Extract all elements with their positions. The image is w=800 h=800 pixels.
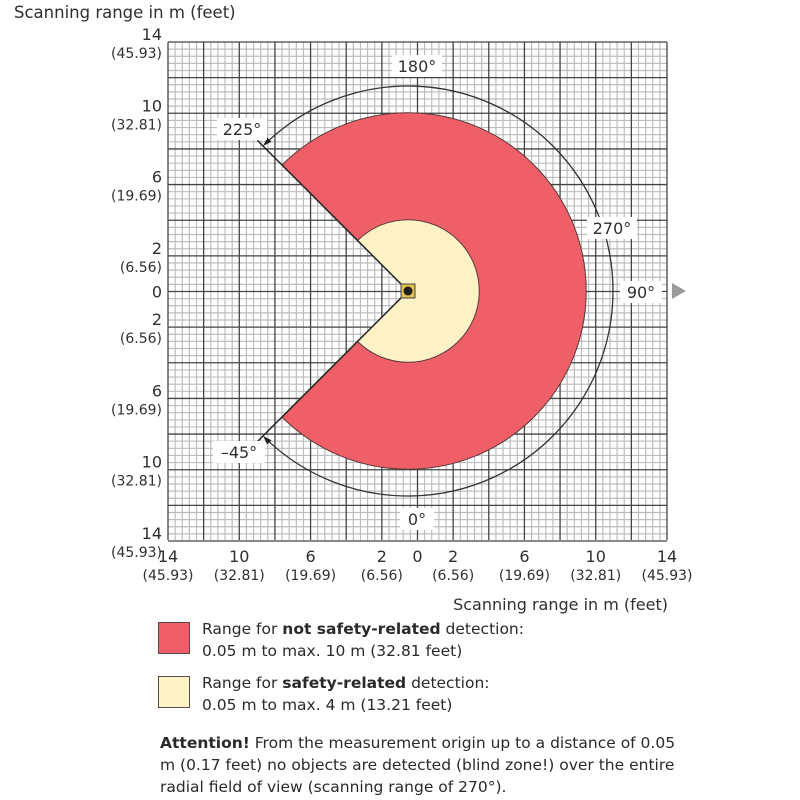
x-tick-label-feet: (6.56) [432,568,475,584]
x-tick-label: 6 [519,547,530,566]
x-tick-label: 14 [656,547,678,566]
y-tick-label-feet: (32.81) [110,473,162,490]
svg-text:90°: 90° [626,283,656,302]
svg-text:270°: 270° [592,219,632,238]
legend-item-safety-related [158,672,490,716]
y-tick-label-feet: (6.56) [119,259,162,276]
y-tick-label-feet: (45.93) [110,545,162,561]
y-tick-label: 0 [151,282,162,302]
x-tick-label-feet: (45.93) [641,568,693,584]
scanner-origin-dot [404,287,413,296]
svg-text:180°: 180° [397,57,437,76]
y-tick-label-feet: (45.93) [110,46,162,62]
x-tick-label-feet: (6.56) [360,568,403,584]
angle-label-0 [400,508,434,530]
x-tick-label-feet: (19.69) [285,568,337,584]
x-tick-label-feet: (32.81) [570,568,622,584]
x-tick-label: 10 [585,547,606,566]
svg-text:225°: 225° [222,120,262,139]
angle-label-270 [587,217,637,239]
y-tick-label: 14 [141,524,162,543]
note-bold: Attention! [160,734,250,752]
y-axis-title: Scanning range in m (feet) [14,3,236,22]
y-tick-label-feet: (6.56) [119,331,162,348]
y-tick-label: 6 [151,381,162,401]
y-tick-label: 6 [151,167,162,187]
y-axis-ticks [111,25,162,561]
legend-prefix: Range for [202,674,283,692]
direction-arrow-icon [672,283,686,299]
x-tick-label: 6 [305,547,316,566]
x-tick-label-feet: (32.81) [213,568,265,584]
x-tick-label: 0 [412,547,423,566]
y-tick-label: 10 [141,96,162,116]
x-tick-label-feet: (19.69) [498,568,550,584]
angle-label-180 [392,55,442,77]
legend-text [202,672,490,716]
svg-text:–45°: –45° [220,443,258,462]
legend-range: 0.05 m to max. 4 m (13.21 feet) [202,696,453,714]
angle-label-225 [217,118,267,140]
y-tick-label: 2 [151,310,162,330]
y-tick-label-feet: (32.81) [110,117,162,134]
legend-bold: safety-related [282,674,407,692]
y-tick-label: 10 [141,452,162,472]
y-tick-label: 2 [151,238,162,258]
y-tick-label: 14 [141,25,162,44]
x-tick-label: 2 [376,547,387,566]
angle-label-minus-45 [213,441,265,463]
legend-text [202,618,524,662]
y-tick-label-feet: (19.69) [110,402,162,419]
legend-swatch-yellow [158,676,190,708]
x-tick-label: 10 [229,547,250,566]
x-tick-label: 14 [157,547,179,566]
y-tick-label-feet: (19.69) [110,188,162,205]
legend-prefix: Range for [202,620,283,638]
note-text: From the measurement origin up to a distance of 0.05 m (0.17 feet) no objects are detected (blind zone!) over the entire radial field of view (scanning range of 270°). [160,734,676,796]
legend-bold: not safety-related [282,620,441,638]
legend-item-not-safety-related [158,618,524,662]
x-axis-title: Scanning range in m (feet) [453,595,668,614]
attention-note [160,732,680,798]
x-tick-label: 2 [448,547,459,566]
x-tick-label-feet: (45.93) [142,568,194,584]
legend-range: 0.05 m to max. 10 m (32.81 feet) [202,642,463,660]
svg-text:0°: 0° [407,510,427,529]
legend-suffix: detection: [440,620,524,638]
legend-suffix: detection: [406,674,490,692]
x-axis-ticks [142,547,692,584]
legend-swatch-red [158,622,190,654]
angle-label-90 [620,281,662,303]
